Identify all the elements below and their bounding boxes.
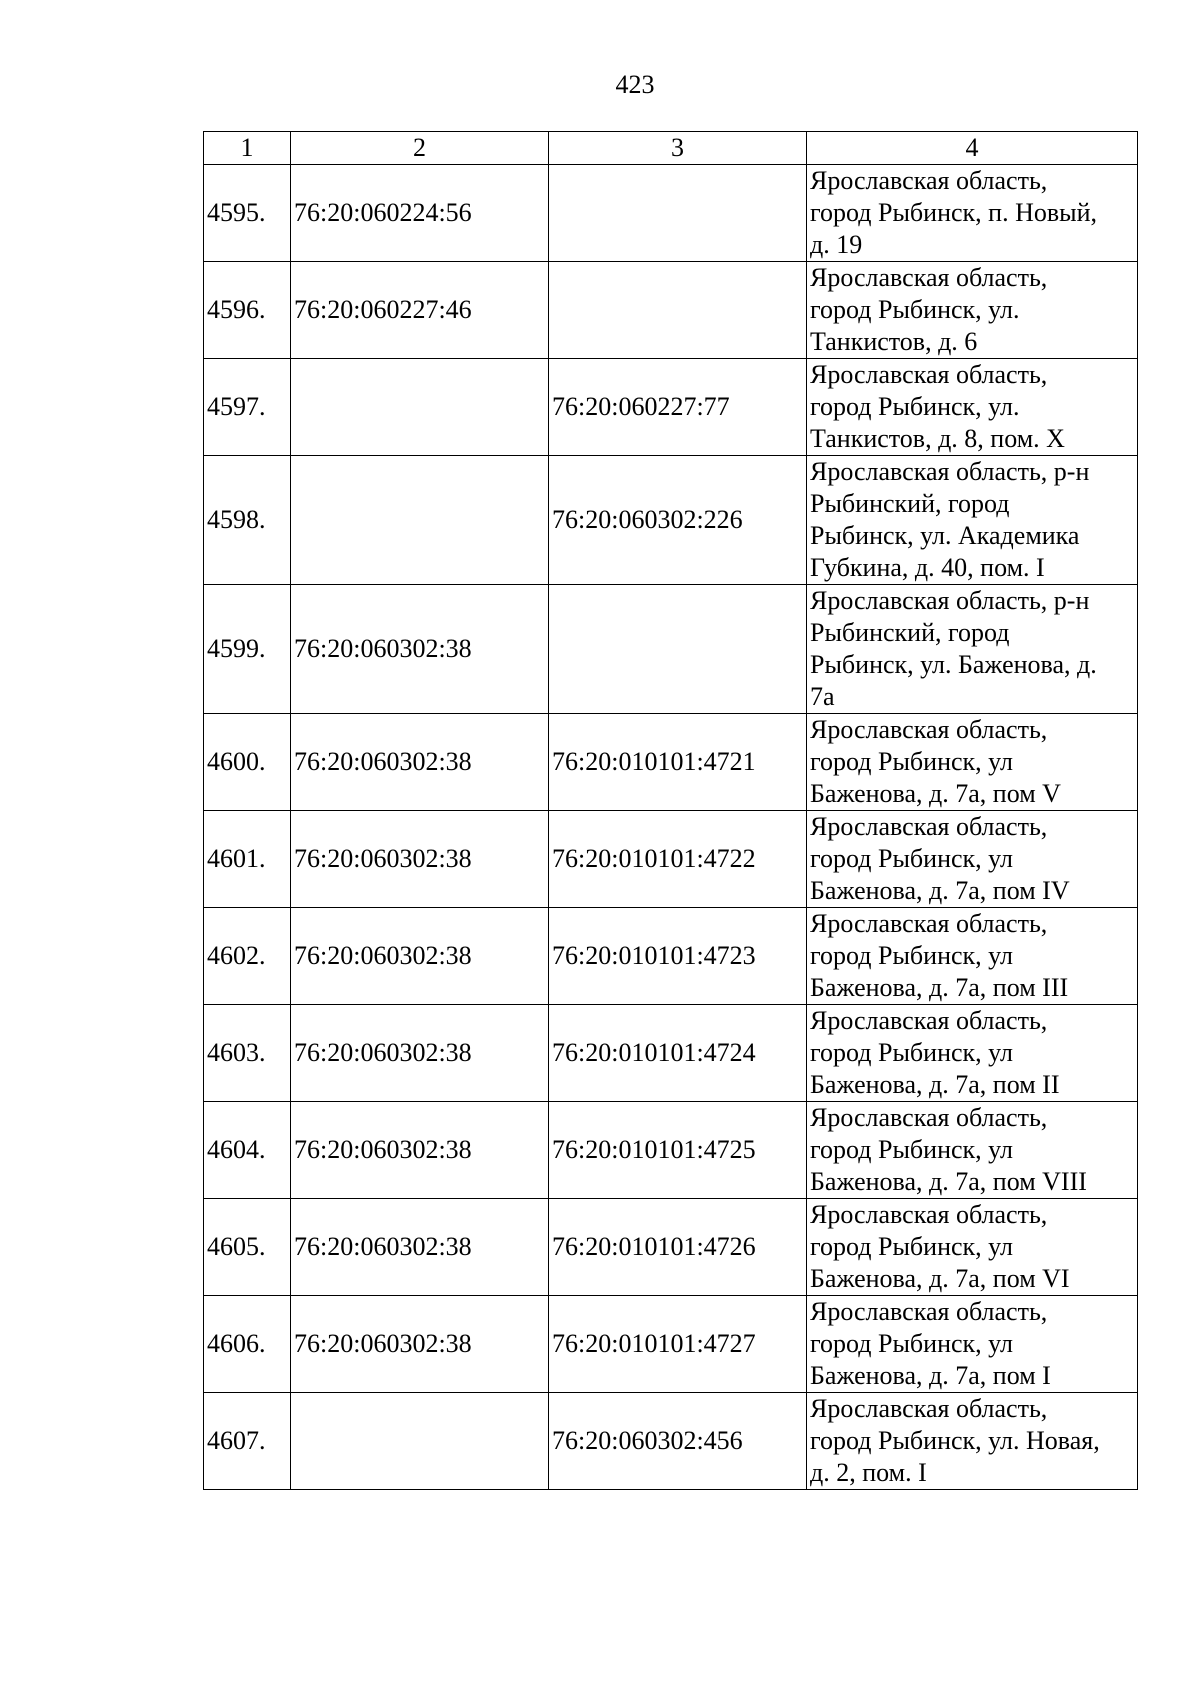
table-row [204,1296,1138,1393]
page-number: 423 [615,70,655,99]
premises-number [549,262,807,359]
table-row [204,1199,1138,1296]
premises-number [549,585,807,714]
premises-number: 76:20:010101:4726 [549,1199,807,1296]
table-row [204,1005,1138,1102]
premises-number [549,165,807,262]
premises-number: 76:20:010101:4727 [549,1296,807,1393]
column-header-1: 1 [204,132,291,165]
cadastral-number: 76:20:060302:38 [291,585,549,714]
premises-number: 76:20:060302:456 [549,1393,807,1490]
row-number: 4605. [204,1199,291,1296]
address: Ярославская область, город Рыбинск, ул Баженова, д. 7а, пом VIII [807,1102,1138,1199]
row-number: 4607. [204,1393,291,1490]
address: Ярославская область, город Рыбинск, ул Баженова, д. 7а, пом I [807,1296,1138,1393]
table-row [204,811,1138,908]
table-row [204,1102,1138,1199]
address: Ярославская область, город Рыбинск, ул Баженова, д. 7а, пом II [807,1005,1138,1102]
table-row [204,585,1138,714]
cadastral-number: 76:20:060302:38 [291,1005,549,1102]
cadastral-number: 76:20:060302:38 [291,1296,549,1393]
cadastral-number: 76:20:060302:38 [291,811,549,908]
column-header-4: 4 [807,132,1138,165]
table-row [204,359,1138,456]
address: Ярославская область, р-н Рыбинский, город Рыбинск, ул. Баженова, д. 7а [807,585,1138,714]
address: Ярославская область, город Рыбинск, ул Баженова, д. 7а, пом III [807,908,1138,1005]
row-number: 4603. [204,1005,291,1102]
premises-number: 76:20:010101:4723 [549,908,807,1005]
row-number: 4601. [204,811,291,908]
table-row [204,908,1138,1005]
cadastral-number: 76:20:060302:38 [291,714,549,811]
cadastral-number [291,359,549,456]
cadastral-number: 76:20:060302:38 [291,1199,549,1296]
premises-number: 76:20:060227:77 [549,359,807,456]
table-row [204,1393,1138,1490]
cadastral-number: 76:20:060224:56 [291,165,549,262]
address: Ярославская область, город Рыбинск, ул. Танкистов, д. 6 [807,262,1138,359]
table-row [204,165,1138,262]
premises-number: 76:20:060302:226 [549,456,807,585]
row-number: 4602. [204,908,291,1005]
row-number: 4604. [204,1102,291,1199]
table-header-row [204,132,1138,165]
row-number: 4600. [204,714,291,811]
row-number: 4595. [204,165,291,262]
cadastral-number [291,1393,549,1490]
premises-number: 76:20:010101:4722 [549,811,807,908]
row-number: 4598. [204,456,291,585]
premises-number: 76:20:010101:4724 [549,1005,807,1102]
address: Ярославская область, город Рыбинск, ул Баженова, д. 7а, пом V [807,714,1138,811]
row-number: 4599. [204,585,291,714]
cadastral-number [291,456,549,585]
cadastral-number: 76:20:060227:46 [291,262,549,359]
address: Ярославская область, город Рыбинск, ул Баженова, д. 7а, пом VI [807,1199,1138,1296]
table-row [204,456,1138,585]
cadastral-number: 76:20:060302:38 [291,1102,549,1199]
registry-table [203,131,1138,1490]
address: Ярославская область, город Рыбинск, п. Новый, д. 19 [807,165,1138,262]
premises-number: 76:20:010101:4725 [549,1102,807,1199]
table-row [204,262,1138,359]
premises-number: 76:20:010101:4721 [549,714,807,811]
address: Ярославская область, город Рыбинск, ул Баженова, д. 7а, пом IV [807,811,1138,908]
table-row [204,714,1138,811]
address: Ярославская область, город Рыбинск, ул. Танкистов, д. 8, пом. X [807,359,1138,456]
row-number: 4596. [204,262,291,359]
address: Ярославская область, р-н Рыбинский, город Рыбинск, ул. Академика Губкина, д. 40, пом. I [807,456,1138,585]
address: Ярославская область, город Рыбинск, ул. Новая, д. 2, пом. I [807,1393,1138,1490]
row-number: 4597. [204,359,291,456]
cadastral-number: 76:20:060302:38 [291,908,549,1005]
row-number: 4606. [204,1296,291,1393]
column-header-2: 2 [291,132,549,165]
column-header-3: 3 [549,132,807,165]
